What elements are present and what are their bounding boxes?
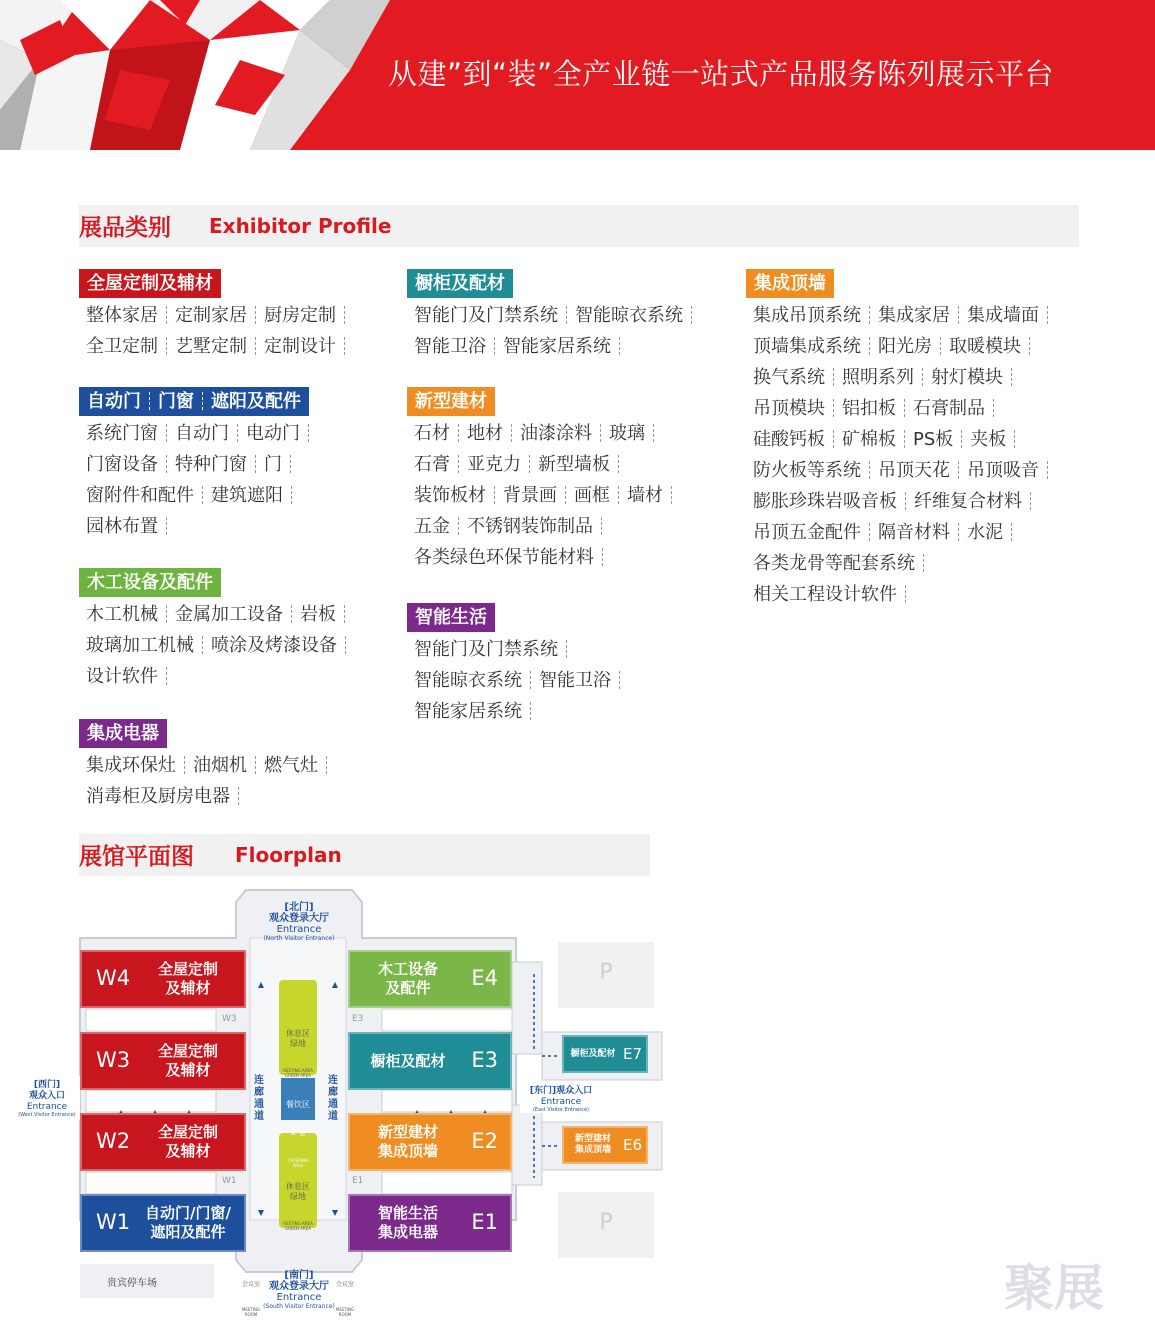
- category-item-row: [746, 362, 1056, 393]
- category-item: 智能门及门禁系统: [414, 634, 575, 665]
- category-item: 门: [264, 449, 299, 480]
- category-doors-windows: [79, 387, 317, 542]
- floorplan-title-en: Floorplan: [235, 843, 342, 867]
- north-entrance-cn2: 观众登录大厅: [269, 913, 329, 924]
- meeting-room-left-en: MEETING ROOM: [241, 1307, 261, 1317]
- west-entrance[interactable]: [14, 1080, 80, 1118]
- category-item-row: [79, 661, 354, 692]
- vip-parking: 贵宾停车场: [107, 1278, 157, 1289]
- category-item: 亚克力: [467, 449, 538, 480]
- category-title-part: 橱柜及配材: [415, 273, 505, 294]
- parking-p-top: P: [599, 960, 613, 985]
- rest-area-top-en: RESTING AREA GREEN AREA: [283, 1068, 313, 1078]
- hall-name: 自动门/门窗/ 遮阳及配件: [145, 1204, 231, 1241]
- category-item-row: [746, 579, 1056, 610]
- category-item: 玻璃: [609, 418, 662, 449]
- category-item: 背景画: [503, 480, 574, 511]
- category-item-row: [746, 548, 1056, 579]
- category-title-part: 集成电器: [87, 723, 159, 744]
- hall-e3[interactable]: [348, 1032, 512, 1090]
- hall-e1[interactable]: [348, 1194, 512, 1252]
- category-item-row: [79, 599, 354, 630]
- category-item: 吊顶天花: [878, 455, 967, 486]
- category-item: PS板: [913, 424, 970, 455]
- category-item: 智能卫浴: [539, 665, 628, 696]
- category-item-row: [79, 630, 354, 661]
- floorplan-map: [0, 880, 1155, 1320]
- category-title-part: 智能生活: [415, 607, 487, 628]
- category-item-row: [79, 480, 317, 511]
- floorplan-title-cn: 展馆平面图: [79, 844, 194, 870]
- category-item: 阳光房: [878, 331, 949, 362]
- category-item: 吊顶模块: [753, 393, 842, 424]
- hall-name: 全屋定制 及辅材: [157, 1042, 218, 1079]
- category-title: [79, 719, 167, 748]
- hall-w2[interactable]: [80, 1113, 246, 1171]
- hall-name: 橱柜及配材: [370, 1051, 446, 1070]
- category-item: 水泥: [967, 517, 1020, 548]
- category-item: 自动门: [175, 418, 246, 449]
- category-custom-home: [79, 269, 353, 362]
- category-item: 集成吊顶系统: [753, 300, 878, 331]
- hall-e2[interactable]: [348, 1113, 512, 1171]
- category-item-row: [407, 634, 628, 665]
- north-entrance[interactable]: [252, 902, 346, 942]
- rest-area-bottom-en: RESTING AREA GREEN AREA: [283, 1221, 313, 1231]
- category-item: 石膏制品: [913, 393, 1002, 424]
- south-entrance-cn2: 观众登录大厅: [269, 1281, 329, 1292]
- category-item: 铝扣板: [842, 393, 913, 424]
- corridor-left: 连廊通道: [254, 1075, 264, 1122]
- category-item: 取暖模块: [949, 331, 1038, 362]
- category-title-part: 全屋定制及辅材: [87, 273, 213, 294]
- category-item: 不锈钢装饰制品: [467, 511, 610, 542]
- category-item: 石材: [414, 418, 467, 449]
- category-item: 石膏: [414, 449, 467, 480]
- hall-name: 全屋定制 及辅材: [157, 1123, 218, 1160]
- category-item-row: [746, 393, 1056, 424]
- category-integrated-ceiling: [746, 269, 1056, 610]
- category-title-part: 遮阳及配件: [211, 391, 301, 412]
- category-title-part: 木工设备及配件: [87, 572, 213, 593]
- marker-e1: E1: [352, 1176, 364, 1186]
- category-item: 矿棉板: [842, 424, 913, 455]
- parking-p-bottom: P: [599, 1210, 613, 1235]
- category-item: 集成墙面: [967, 300, 1056, 331]
- category-item: 智能晾衣系统: [414, 665, 539, 696]
- catering-area: [281, 1081, 315, 1187]
- category-item-row: [79, 300, 353, 331]
- meeting-room-right: [330, 1262, 360, 1320]
- category-item: 夹板: [970, 424, 1023, 455]
- category-item: 玻璃加工机械: [86, 630, 211, 661]
- category-item-row: [79, 418, 317, 449]
- category-item-row: [407, 300, 700, 331]
- east-entrance[interactable]: [520, 1086, 602, 1113]
- category-item: 整体家居: [86, 300, 175, 331]
- west-entrance-cn2: 观众入口: [28, 1091, 65, 1101]
- category-item: 换气系统: [753, 362, 842, 393]
- category-item: 各类龙骨等配套系统: [753, 548, 932, 579]
- hall-code: W2: [96, 1129, 131, 1153]
- category-new-materials: [407, 387, 680, 573]
- hall-code: E7: [622, 1045, 642, 1063]
- header-banner: [0, 0, 1155, 150]
- category-item: 集成环保灶: [86, 750, 193, 781]
- hall-code: W3: [96, 1048, 131, 1072]
- category-title-part: 集成顶墙: [754, 273, 826, 294]
- category-item-row: [79, 449, 317, 480]
- category-item-row: [407, 542, 680, 573]
- category-item: 岩板: [300, 599, 353, 630]
- category-item: 照明系列: [842, 362, 931, 393]
- banner-tagline: 从建”到“装”全产业链一站式产品服务陈列展示平台: [388, 57, 1055, 91]
- category-item: 地材: [467, 418, 520, 449]
- marker-w1: W1: [222, 1176, 237, 1186]
- watermark: 聚展: [1004, 1259, 1104, 1317]
- hall-w3[interactable]: [80, 1032, 246, 1090]
- category-item: 智能门及门禁系统: [414, 300, 575, 331]
- category-woodworking: [79, 568, 354, 692]
- category-item: 定制家居: [175, 300, 264, 331]
- category-integrated-appliances: [79, 719, 335, 812]
- category-item-row: [407, 449, 680, 480]
- category-item-row: [407, 511, 680, 542]
- category-item-row: [407, 418, 680, 449]
- category-item: 油漆涂料: [520, 418, 609, 449]
- category-item-row: [407, 696, 628, 727]
- hall-code: E1: [471, 1210, 498, 1234]
- east-entrance-en2: (East Visitor Entrance): [532, 1107, 590, 1113]
- hall-code: W4: [96, 966, 131, 990]
- hall-code: W1: [96, 1210, 131, 1234]
- meeting-room-left: [236, 1262, 266, 1320]
- category-item: 智能家居系统: [414, 696, 539, 727]
- hall-name: 新型建材 集成顶墙: [377, 1123, 438, 1160]
- category-item: 艺墅定制: [175, 331, 264, 362]
- category-item: 设计软件: [86, 661, 175, 692]
- meeting-room-left-cn: 会议室: [241, 1281, 260, 1288]
- category-item: 消毒柜及厨房电器: [86, 781, 247, 812]
- category-item: 膨胀珍珠岩吸音板: [753, 486, 914, 517]
- meeting-room-right-cn: 会议室: [335, 1281, 354, 1288]
- category-title: [79, 387, 309, 416]
- category-item-row: [407, 665, 628, 696]
- hall-name: 全屋定制 及辅材: [157, 960, 218, 997]
- catering-area-cn: 餐饮区: [286, 1100, 310, 1109]
- rest-area-bottom-cn: 休息区 绿地: [286, 1182, 310, 1201]
- corridor-right: 连廊通道: [328, 1075, 338, 1122]
- category-item: 各类绿色环保节能材料: [414, 542, 611, 573]
- east-entrance-en1: Entrance: [540, 1097, 582, 1107]
- category-item: 集成家居: [878, 300, 967, 331]
- hall-code: E4: [471, 966, 498, 990]
- category-item: 厨房定制: [264, 300, 353, 331]
- hall-code: E3: [471, 1048, 498, 1072]
- category-title: [407, 603, 495, 632]
- category-item-row: [746, 517, 1056, 548]
- category-item: 电动门: [246, 418, 317, 449]
- hall-name: 新型建材 集成顶墙: [574, 1134, 611, 1155]
- category-item: 全卫定制: [86, 331, 175, 362]
- category-item: 墙材: [627, 480, 680, 511]
- category-item: 燃气灶: [264, 750, 335, 781]
- hall-e6[interactable]: [562, 1126, 648, 1164]
- category-item-row: [746, 331, 1056, 362]
- category-title: [79, 269, 221, 298]
- category-item: 相关工程设计软件: [753, 579, 914, 610]
- category-item: 纤维复合材料: [914, 486, 1039, 517]
- hall-code: E2: [471, 1129, 498, 1153]
- category-item: 顶墙集成系统: [753, 331, 878, 362]
- meeting-room-right-en: MEETING ROOM: [335, 1307, 355, 1317]
- west-entrance-en2: (West Visitor Entrance): [18, 1112, 76, 1118]
- marker-e3: E3: [352, 1014, 364, 1024]
- category-item: 隔音材料: [878, 517, 967, 548]
- north-entrance-en1: Entrance: [276, 924, 322, 935]
- category-title: [407, 269, 513, 298]
- east-entrance-cn: [东门]观众入口: [529, 1086, 593, 1096]
- category-item: 系统门窗: [86, 418, 175, 449]
- exhibitor-profile-title-cn: 展品类别: [79, 215, 171, 241]
- category-item: 防火板等系统: [753, 455, 878, 486]
- category-item: 新型墙板: [538, 449, 627, 480]
- category-item: 装饰板材: [414, 480, 503, 511]
- south-entrance-cn1: [南门]: [284, 1270, 314, 1281]
- category-title-part: 自动门: [87, 391, 141, 412]
- category-item: 木工机械: [86, 599, 175, 630]
- category-item-row: [746, 486, 1056, 517]
- title-separator: [149, 392, 150, 410]
- south-entrance-en1: Entrance: [276, 1292, 322, 1303]
- category-item-row: [79, 750, 335, 781]
- category-cabinets: [407, 269, 700, 362]
- title-separator: [202, 392, 203, 410]
- hall-e4[interactable]: [348, 950, 512, 1008]
- floorplan-header: [79, 834, 650, 876]
- category-item: 智能卫浴: [414, 331, 503, 362]
- catering-icons: ✕ ☕: [289, 1129, 307, 1138]
- marker-w3: W3: [222, 1014, 237, 1024]
- exhibitor-profile-header: [79, 205, 1079, 247]
- hall-name: 木工设备 及配件: [377, 960, 438, 997]
- category-title: [79, 568, 221, 597]
- category-item: 吊顶五金配件: [753, 517, 878, 548]
- category-item-row: [746, 424, 1056, 455]
- hall-name: 智能生活 集成电器: [377, 1204, 438, 1241]
- category-title-part: 门窗: [158, 391, 194, 412]
- category-item: 金属加工设备: [175, 599, 300, 630]
- hall-code: E6: [622, 1136, 642, 1154]
- category-item: 硅酸钙板: [753, 424, 842, 455]
- west-entrance-en1: Entrance: [26, 1102, 68, 1112]
- category-smart-living: [407, 603, 628, 727]
- category-item: 智能家居系统: [503, 331, 628, 362]
- hall-name: 橱柜及配材: [570, 1048, 616, 1059]
- hall-w1[interactable]: [80, 1194, 246, 1252]
- category-item: 吊顶吸音: [967, 455, 1056, 486]
- north-entrance-cn1: [北门]: [284, 902, 314, 913]
- category-item-row: [79, 331, 353, 362]
- category-item: 建筑遮阳: [211, 480, 300, 511]
- category-item: 窗附件和配件: [86, 480, 211, 511]
- category-item: 画框: [574, 480, 627, 511]
- category-item-row: [407, 331, 700, 362]
- category-item: 园林布置: [86, 511, 175, 542]
- category-item: 定制设计: [264, 331, 353, 362]
- category-title-part: 新型建材: [415, 391, 487, 412]
- category-item: 喷涂及烤漆设备: [211, 630, 354, 661]
- category-title: [407, 387, 495, 416]
- category-item: 特种门窗: [175, 449, 264, 480]
- west-entrance-cn1: [西门]: [33, 1080, 61, 1090]
- category-item: 智能晾衣系统: [575, 300, 700, 331]
- hall-w4[interactable]: [80, 950, 246, 1008]
- category-item: 油烟机: [193, 750, 264, 781]
- category-title: [746, 269, 834, 298]
- category-item: 射灯模块: [931, 362, 1020, 393]
- rest-area-top-cn: 休息区 绿地: [286, 1029, 310, 1048]
- south-entrance-en2: (South Visitor Entrance): [263, 1303, 335, 1310]
- category-item: 门窗设备: [86, 449, 175, 480]
- hall-e7[interactable]: [562, 1035, 648, 1073]
- category-item-row: [79, 781, 335, 812]
- category-item: 五金: [414, 511, 467, 542]
- category-item-row: [746, 455, 1056, 486]
- north-entrance-en2: (North Visitor Entrance): [263, 935, 335, 942]
- exhibitor-profile-title-en: Exhibitor Profile: [209, 214, 392, 238]
- catering-area-en: CATERING AREA: [287, 1158, 309, 1168]
- category-item-row: [746, 300, 1056, 331]
- category-item-row: [407, 480, 680, 511]
- category-item-row: [79, 511, 317, 542]
